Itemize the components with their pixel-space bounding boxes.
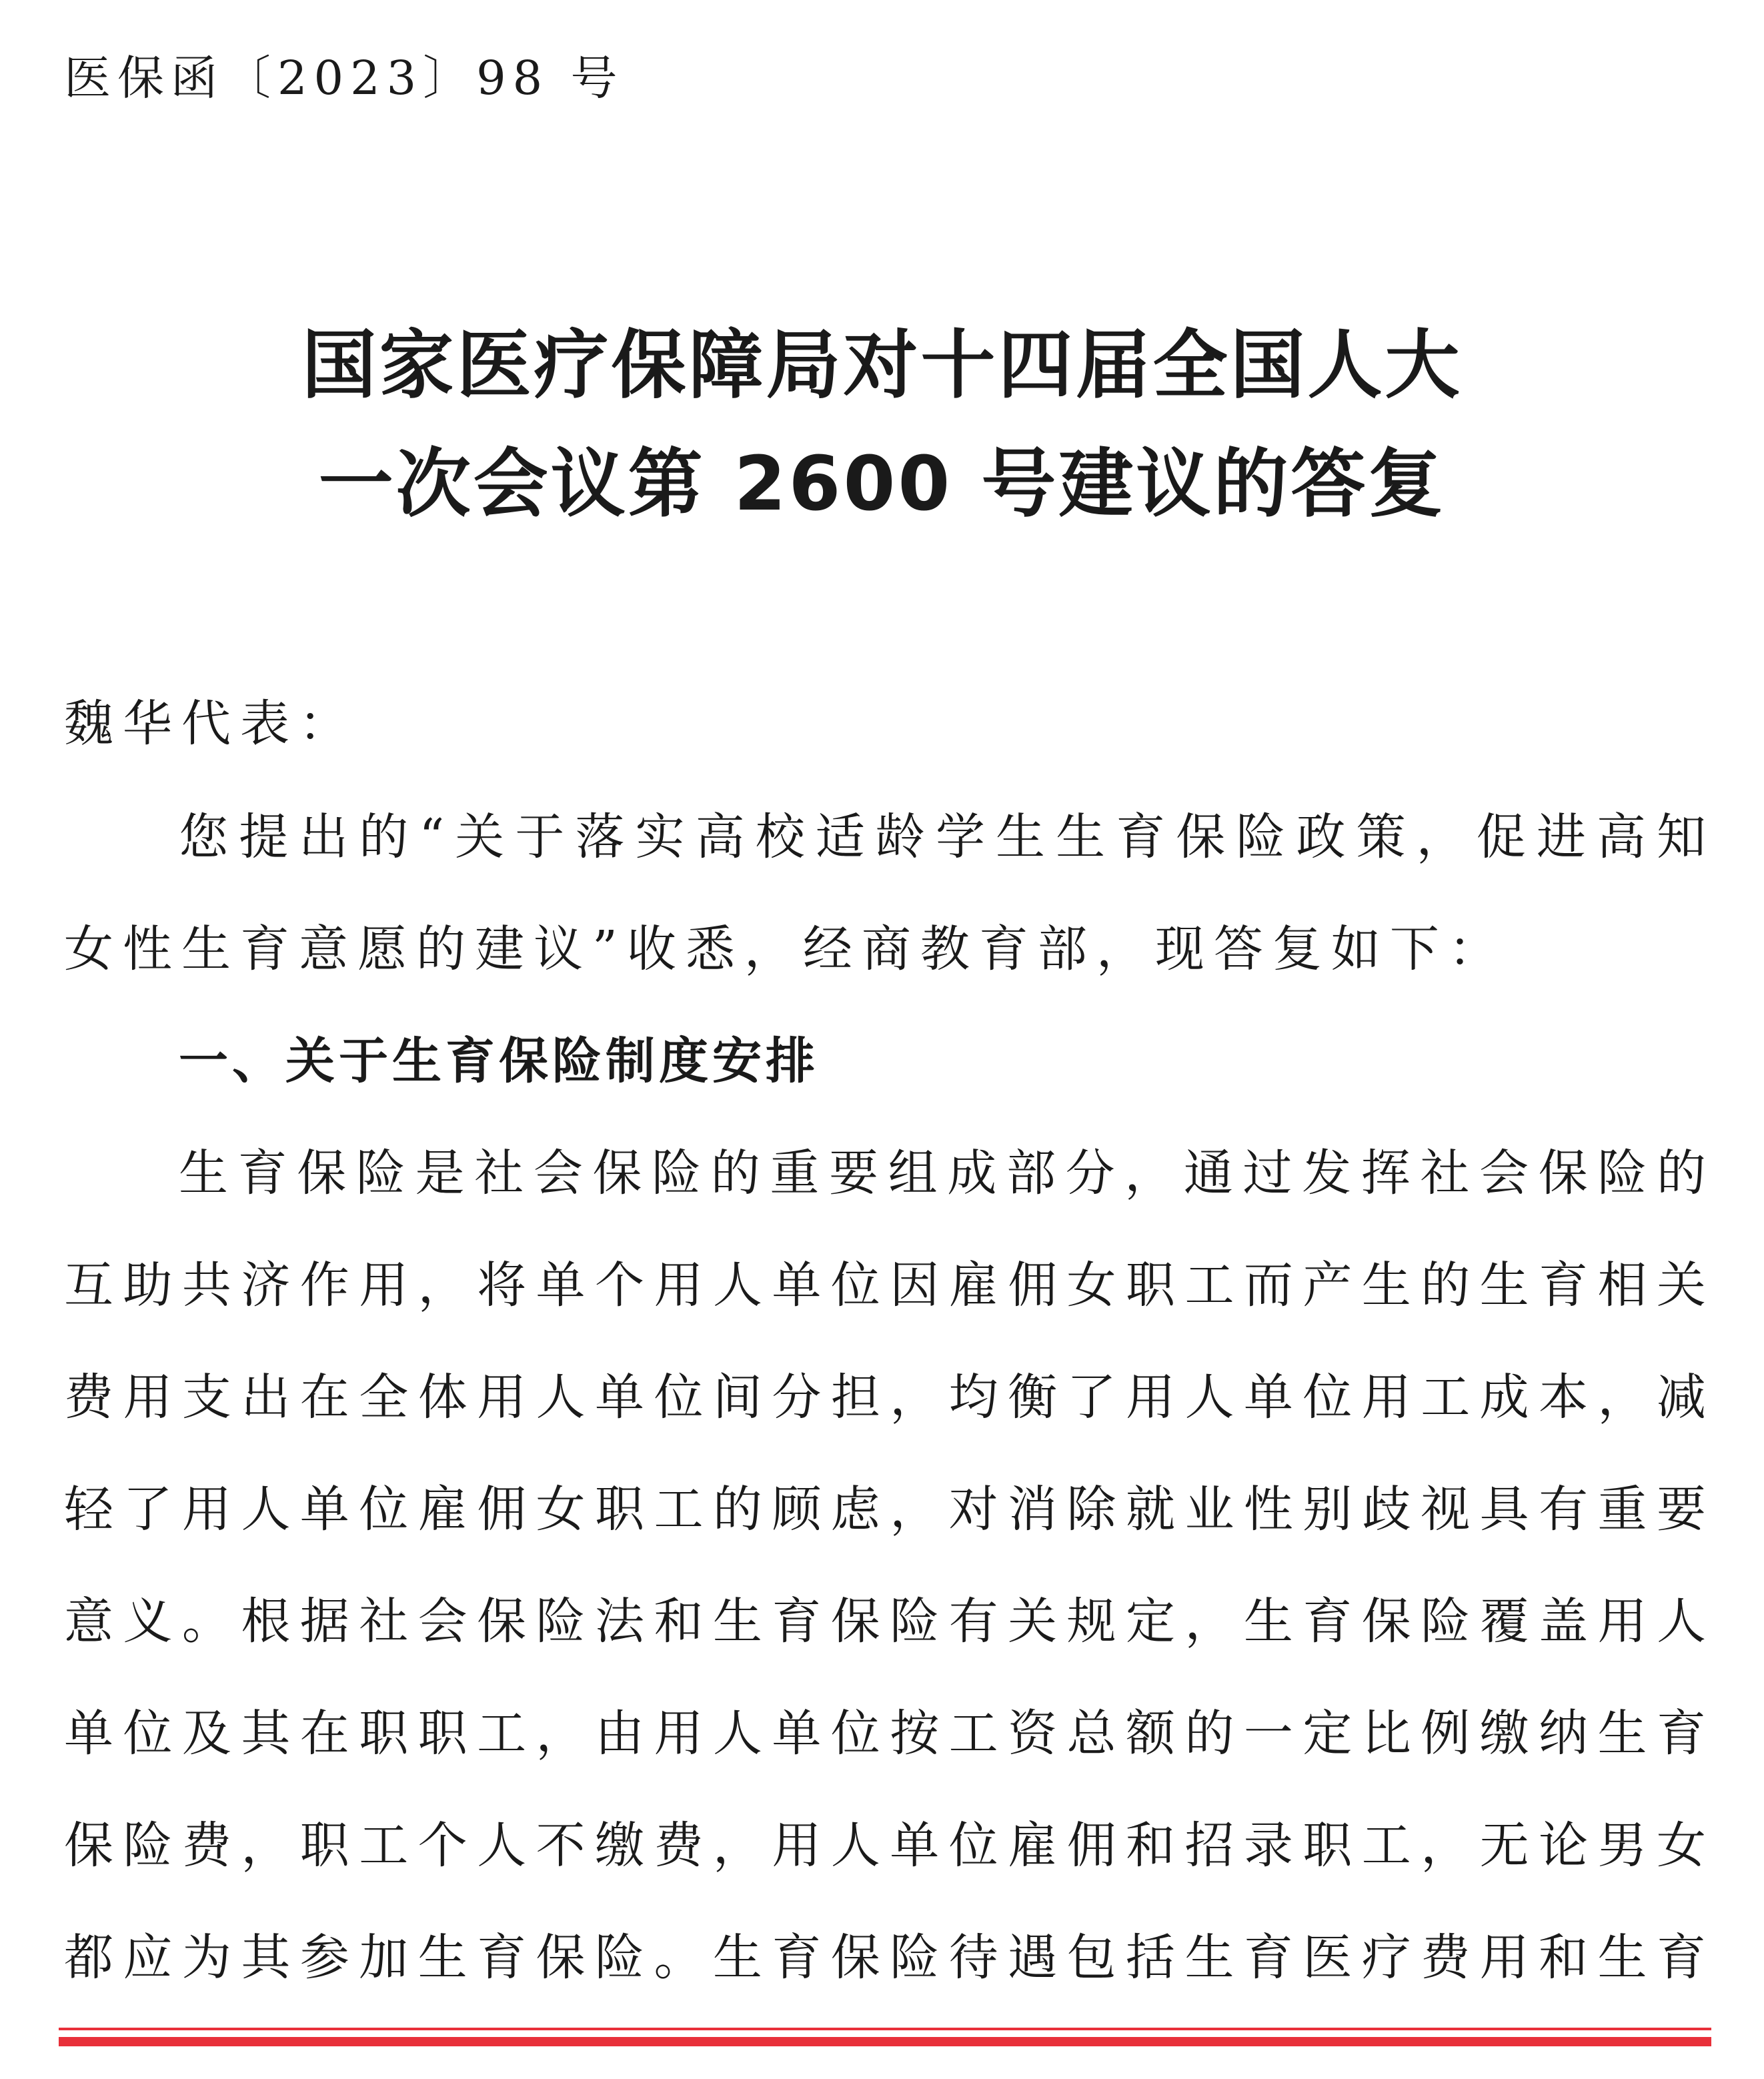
paragraph-2-line-1: 生育保险是社会保险的重要组成部分，通过发挥社会保险的: [179, 1145, 1706, 1202]
paragraph-2-line-2: 互助共济作用，将单个用人单位因雇佣女职工而产生的生育相关: [64, 1257, 1706, 1314]
footer-rule-thin: [59, 2028, 1711, 2030]
footer-rule-thick: [59, 2037, 1711, 2046]
document-title-line-1: 国家医疗保障局对十四届全国人大: [301, 322, 1463, 409]
paragraph-2-line-7: 保险费，职工个人不缴费，用人单位雇佣和招录职工，无论男女: [64, 1817, 1706, 1874]
document-number: 医保函〔2023〕98 号: [64, 51, 624, 105]
paragraph-2-line-8: 都应为其参加生育保险。生育保险待遇包括生育医疗费用和生育: [64, 1929, 1706, 1986]
paragraph-1-line-2: 女性生育意愿的建议”收悉，经商教育部，现答复如下：: [64, 920, 1507, 978]
paragraph-2-line-3: 费用支出在全体用人单位间分担，均衡了用人单位用工成本，减: [64, 1369, 1706, 1426]
document-title-line-2: 一次会议第 2600 号建议的答复: [318, 441, 1446, 528]
salutation: 魏华代表：: [64, 695, 357, 752]
paragraph-2-line-4: 轻了用人单位雇佣女职工的顾虑，对消除就业性别歧视具有重要: [64, 1481, 1706, 1538]
paragraph-1-line-1: 您提出的“关于落实高校适龄学生生育保险政策，促进高知: [179, 808, 1706, 866]
paragraph-2-line-5: 意义。根据社会保险法和生育保险有关规定，生育保险覆盖用人: [64, 1593, 1706, 1650]
section-1-heading: 一、关于生育保险制度安排: [179, 1032, 819, 1090]
paragraph-2-line-6: 单位及其在职职工，由用人单位按工资总额的一定比例缴纳生育: [64, 1705, 1706, 1762]
